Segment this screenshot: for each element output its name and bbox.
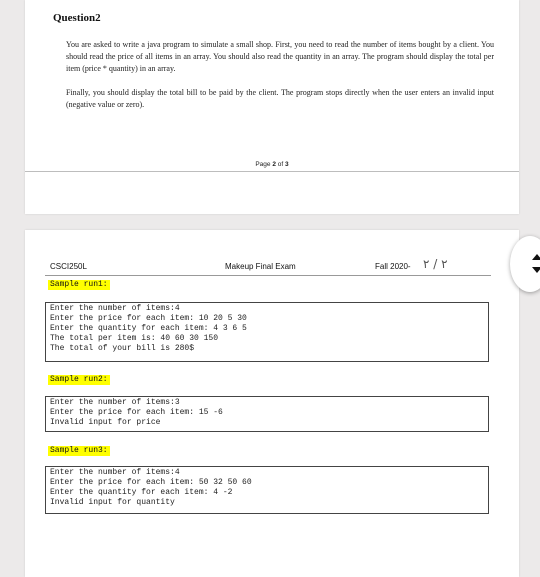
document-page-2 bbox=[25, 230, 519, 577]
chevron-up-icon[interactable] bbox=[532, 254, 540, 260]
page-of: of bbox=[275, 161, 286, 168]
chevron-down-icon[interactable] bbox=[532, 267, 540, 273]
header-page-number: ٢ / ٢ bbox=[423, 257, 448, 271]
output-line: Enter the quantity for each item: 4 -2 bbox=[50, 488, 233, 497]
header-term: Fall 2020- bbox=[375, 262, 411, 271]
page-total: 3 bbox=[285, 161, 289, 168]
sample-run-label: Sample run2: bbox=[50, 375, 108, 384]
output-line: Enter the price for each item: 10 20 5 30 bbox=[50, 314, 247, 323]
output-line: The total of your bill is 280$ bbox=[50, 344, 195, 353]
sample-run-output bbox=[45, 396, 489, 432]
output-line: Enter the number of items:3 bbox=[50, 398, 180, 407]
output-line: Enter the price for each item: 50 32 50 60 bbox=[50, 478, 252, 487]
document-page-1 bbox=[25, 0, 519, 214]
sample-run-output bbox=[45, 302, 489, 362]
question-paragraph-2: Finally, you should display the total bill to be paid by the client. The program stops directly when the user enters an invalid input (negative value or zero). bbox=[66, 88, 494, 109]
output-line: Enter the number of items:4 bbox=[50, 304, 180, 313]
header-course: CSCI250L bbox=[50, 262, 87, 271]
sample-run-label: Sample run1: bbox=[50, 280, 108, 289]
output-line: Enter the quantity for each item: 4 3 6 5 bbox=[50, 324, 247, 333]
question-title: Question2 bbox=[53, 12, 101, 24]
sample-run-output bbox=[45, 466, 489, 514]
page-number-footer bbox=[25, 161, 519, 168]
header-exam: Makeup Final Exam bbox=[225, 262, 296, 271]
output-line: Invalid input for quantity bbox=[50, 498, 175, 507]
output-line: The total per item is: 40 60 30 150 bbox=[50, 334, 219, 343]
output-line: Enter the number of items:4 bbox=[50, 468, 180, 477]
page-current: 2 bbox=[272, 161, 276, 168]
footer-divider bbox=[25, 171, 519, 172]
sample-run-label: Sample run3: bbox=[50, 446, 108, 455]
page-label: Page bbox=[255, 161, 273, 168]
header-divider bbox=[45, 275, 491, 276]
question-paragraph-1: You are asked to write a java program to simulate a small shop. First, you need to read the number of items bought by a client. You should read the price of all items in an array. You should also read the quantity in an array. The program should display the total per item (price * quantity) in an array. bbox=[66, 40, 494, 73]
output-line: Enter the price for each item: 15 -6 bbox=[50, 408, 223, 417]
output-line: Invalid input for price bbox=[50, 418, 161, 427]
